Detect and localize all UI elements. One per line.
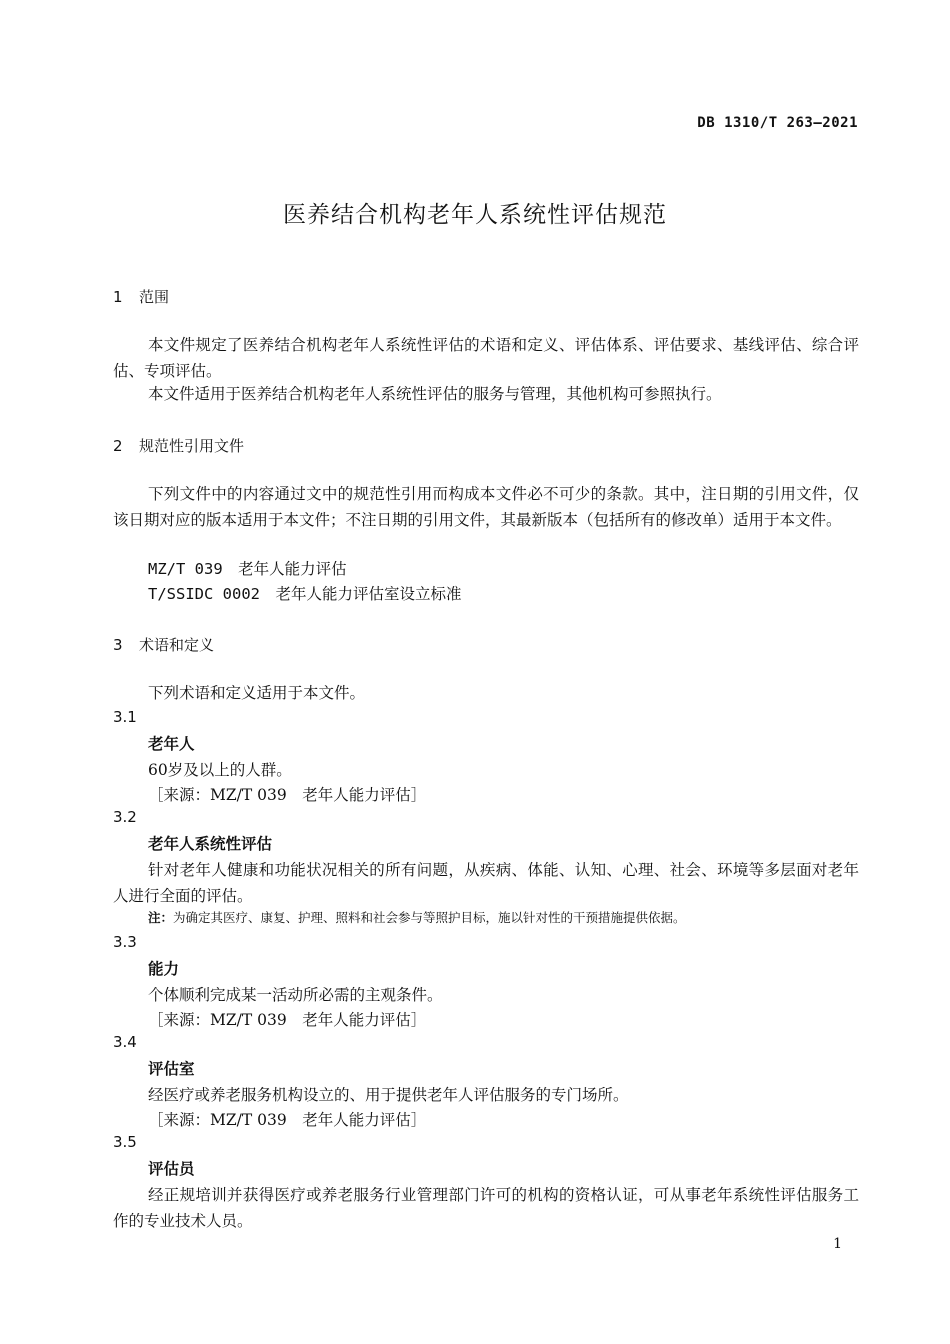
document-title: 医养结合机构老年人系统性评估规范 [283, 202, 667, 228]
term-definition: 个体顺利完成某一活动所必需的主观条件。 [148, 986, 443, 1004]
term-name: 评估室 [148, 1060, 195, 1078]
section-heading-3 [113, 634, 214, 655]
section-title: 范围 [139, 288, 170, 306]
term-number: 3.4 [113, 1033, 137, 1051]
term-source: ［来源：MZ/T 039 老年人能力评估］ [148, 1111, 427, 1129]
note-text: 为确定其医疗、康复、护理、照料和社会参与等照护目标，施以针对性的干预措施提供依据。 [173, 910, 686, 925]
section-number: 2 [113, 437, 123, 455]
section-title: 规范性引用文件 [139, 437, 245, 455]
note-label: 注： [148, 910, 174, 925]
section-number: 1 [113, 288, 123, 306]
reference-code: T/SSIDC 0002 [148, 585, 260, 603]
term-definition: 经正规培训并获得医疗或养老服务行业管理部门许可的机构的资格认证，可从事老年系统性评估服务工作的专业技术人员。 [113, 1186, 859, 1230]
section-title: 术语和定义 [139, 636, 215, 654]
section-heading-2 [113, 435, 244, 456]
paragraph: 本文件适用于医养结合机构老年人系统性评估的服务与管理，其他机构可参照执行。 [148, 385, 722, 403]
term-name: 能力 [148, 960, 180, 978]
standard-code: DB 1310/T 263—2021 [697, 115, 858, 131]
reference-item [148, 556, 347, 582]
paragraph: 下列术语和定义适用于本文件。 [148, 684, 366, 702]
paragraph: 下列文件中的内容通过文中的规范性引用而构成本文件必不可少的条款。其中，注日期的引用文件，仅该日期对应的版本适用于本文件；不注日期的引用文件，其最新版本（包括所有的修改单）适用于本文件。 [113, 485, 859, 529]
term-number: 3.2 [113, 808, 137, 826]
reference-item [148, 581, 462, 607]
term-note [148, 908, 686, 926]
term-number: 3.3 [113, 933, 137, 951]
term-name: 老年人 [148, 735, 195, 753]
term-definition: 经医疗或养老服务机构设立的、用于提供老年人评估服务的专门场所。 [148, 1086, 629, 1104]
page-number: 1 [833, 1236, 842, 1252]
reference-name: 老年人能力评估室设立标准 [275, 585, 462, 603]
term-number: 3.5 [113, 1133, 137, 1151]
reference-name: 老年人能力评估 [238, 560, 347, 578]
term-number: 3.1 [113, 708, 137, 726]
section-number: 3 [113, 636, 123, 654]
paragraph: 本文件规定了医养结合机构老年人系统性评估的术语和定义、评估体系、评估要求、基线评估、综合评估、专项评估。 [113, 336, 859, 380]
term-definition: 60岁及以上的人群。 [148, 761, 292, 779]
term-name: 老年人系统性评估 [148, 835, 273, 853]
reference-code: MZ/T 039 [148, 560, 223, 578]
section-heading-1 [113, 286, 169, 307]
term-source: ［来源：MZ/T 039 老年人能力评估］ [148, 1011, 427, 1029]
term-name: 评估员 [148, 1160, 195, 1178]
term-definition: 针对老年人健康和功能状况相关的所有问题，从疾病、体能、认知、心理、社会、环境等多层面对老年人进行全面的评估。 [113, 861, 859, 905]
term-source: ［来源：MZ/T 039 老年人能力评估］ [148, 786, 427, 804]
